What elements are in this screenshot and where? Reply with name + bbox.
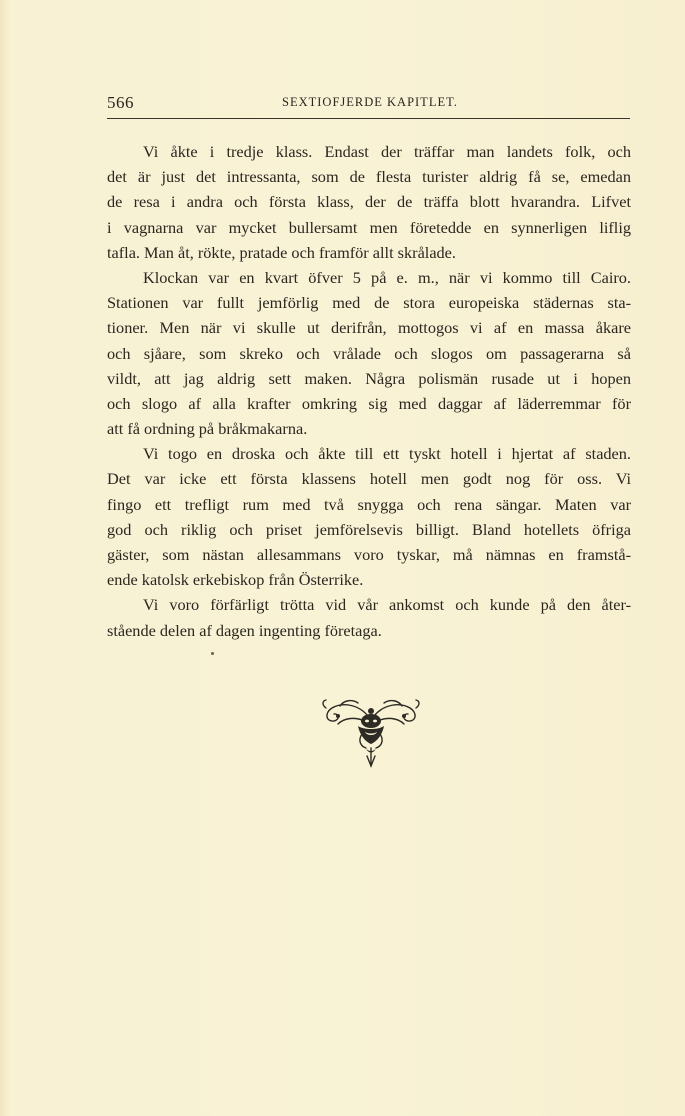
text-line: tioner. Men när vi skulle ut derifrån, mottogos vi af en massa åkare xyxy=(107,318,631,338)
text-line: Vi voro förfärligt trötta vid vår ankomst och kunde på den åter- xyxy=(143,595,631,615)
text-line: i vagnarna var mycket bullersamt men företedde en synnerligen liflig xyxy=(107,217,631,237)
text-line: god och riklig och priset jemförelsevis billigt. Bland hotellets öfriga xyxy=(107,519,631,539)
text-line: gäster, som nästan allesammans voro tyskar, må nämnas en framstå- xyxy=(107,545,631,564)
text-line: det är just det intressanta, som de flesta turister aldrig få se, emedan xyxy=(107,167,631,187)
header-rule xyxy=(107,118,630,119)
text-line: Det var icke ett första klassens hotell men godt nog för oss. Vi xyxy=(107,469,631,489)
text-line: Klockan var en kvart öfver 5 på e. m., när vi kommo till Cairo. xyxy=(143,267,631,287)
body-text xyxy=(107,139,631,643)
text-line: Stationen var fullt jemförlig med de stora europeiska städernas sta- xyxy=(107,293,631,313)
text-line: de resa i andra och första klass, der de träffa blott hvarandra. Lifvet xyxy=(107,192,631,212)
ink-speck xyxy=(211,652,214,655)
text-line: vildt, att jag aldrig sett maken. Några polismän rusade ut i hopen xyxy=(107,368,631,388)
text-line: stående delen af dagen ingenting företaga. xyxy=(107,620,382,640)
text-line: att få ordning på bråkmakarna. xyxy=(107,419,308,439)
text-line: och sjåare, som skreko och vrålade och slogos om passagerarna så xyxy=(107,343,631,363)
text-line: ende katolsk erkebiskop från Österrike. xyxy=(107,570,364,590)
text-line: Vi åkte i tredje klass. Endast der träffar man landets folk, och xyxy=(143,142,631,161)
page-number: 566 xyxy=(107,93,134,112)
running-head: SEXTIOFJERDE KAPITLET. xyxy=(282,95,458,109)
text-line: fingo ett trefligt rum med två snygga och rena sängar. Maten var xyxy=(107,494,631,514)
tailpiece-ornament-icon xyxy=(318,694,424,768)
text-line: och slogo af alla krafter omkring sig med daggar af läderremmar för xyxy=(107,393,631,413)
text-line: tafla. Man åt, rökte, pratade och framför allt skrålade. xyxy=(107,242,456,262)
text-line: Vi togo en droska och åkte till ett tyskt hotell i hjertat af staden. xyxy=(143,444,631,464)
